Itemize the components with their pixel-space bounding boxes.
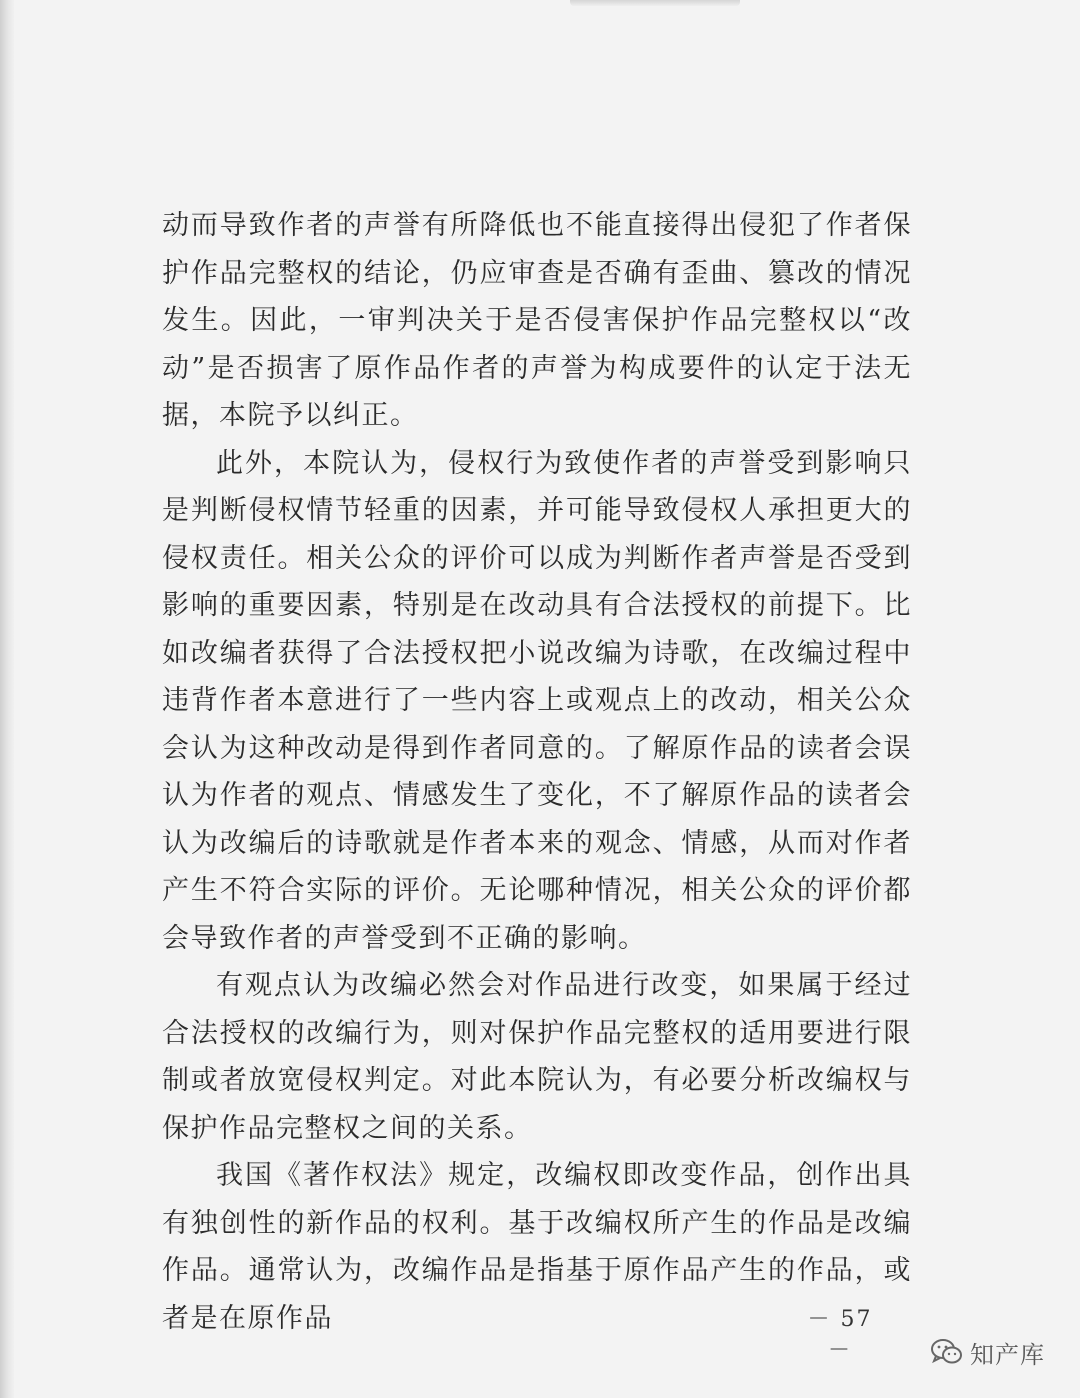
watermark (930, 1332, 1045, 1372)
scan-shadow (570, 0, 740, 6)
body-text (162, 202, 912, 1342)
page-number: － 57 － (807, 1307, 873, 1363)
paragraph-1: 动而导致作者的声誉有所降低也不能直接得出侵犯了作者保护作品完整权的结论，仍应审查是否确有歪曲、篡改的情况发生。因此，一审判决关于是否侵害保护作品完整权以“改动”是否损害了原作品作者的声誉为构成要件的认定于法无据，本院予以纠正。 (162, 210, 912, 431)
page-binding-edge (0, 0, 14, 1398)
watermark-text: 知产库 (970, 1340, 1045, 1369)
paragraph-4: 我国《著作权法》规定，改编权即改变作品，创作出具有独创性的新作品的权利。基于改编权所产生的作品是改编作品。通常认为，改编作品是指基于原作品产生的作品，或者是在原作品 (162, 1160, 912, 1334)
paragraph-3: 有观点认为改编必然会对作品进行改变，如果属于经过合法授权的改编行为，则对保护作品完整权的适用要进行限制或者放宽侵权判定。对此本院认为，有必要分析改编权与保护作品完整权之间的关系。 (162, 970, 912, 1144)
wechat-icon (930, 1337, 964, 1367)
paragraph-2: 此外，本院认为，侵权行为致使作者的声誉受到影响只是判断侵权情节轻重的因素，并可能导致侵权人承担更大的侵权责任。相关公众的评价可以成为判断作者声誉是否受到影响的重要因素，特别是在改动具有合法授权的前提下。比如改编者获得了合法授权把小说改编为诗歌，在改编过程中违背作者本意进行了一些内容上或观点上的改动，相关公众会认为这种改动是得到作者同意的。了解原作品的读者会误认为作者的观点、情感发生了变化，不了解原作品的读者会认为改编后的诗歌就是作者本来的观念、情感，从而对作者产生不符合实际的评价。无论哪种情况，相关公众的评价都会导致作者的声誉受到不正确的影响。 (162, 447, 912, 954)
